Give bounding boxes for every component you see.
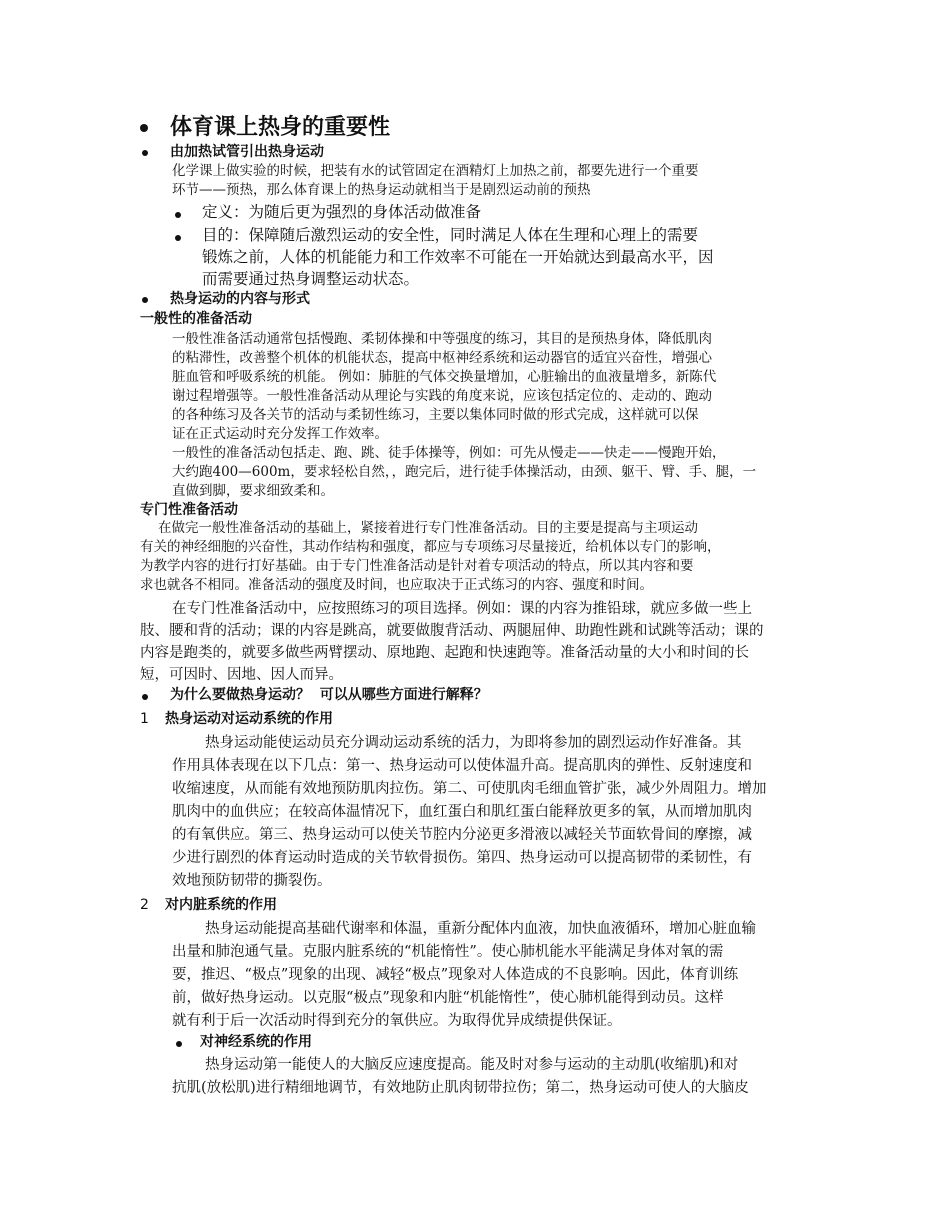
bullet-icon <box>142 150 148 156</box>
paragraph-line: 脏血管和呼吸系统的机能。 例如：肺脏的气体交换量增加，心脏输出的血液量增多，新陈代 <box>172 369 717 385</box>
bullet-icon <box>142 694 148 700</box>
paragraph-line: 谢过程增强等。一般性准备活动从理论与实践的角度来说，应该包括定位的、走动的、跑动 <box>172 388 712 404</box>
paragraph-line: 出量和肺泡通气量。克服内脏系统的“机能惰性”。使心肺机能水平能满足身体对氧的需 <box>172 944 724 960</box>
item-number: 2 <box>140 897 149 913</box>
paragraph-line: 热身运动能提高基础代谢率和体温，重新分配体内血液，加快血液循环，增加心脏血输 <box>205 921 756 937</box>
paragraph-line: 少进行剧烈的体育运动时造成的关节软骨损伤。第四、热身运动可以提高韧带的柔韧性，有 <box>172 850 752 866</box>
bullet-icon <box>175 235 181 241</box>
item-number: 1 <box>140 711 149 727</box>
section-heading: 为什么要做热身运动？ 可以从哪些方面进行解释？ <box>170 687 488 703</box>
paragraph-line: 在做完一般性准备活动的基础上，紧接着进行专门性准备活动。目的主要是提高与主项运动 <box>158 520 698 536</box>
paragraph-line: 内容是跑类的，就要多做些两臂摆动、原地跑、起跑和快速跑等。准备活动量的大小和时间的长 <box>140 645 749 661</box>
item-heading: 对神经系统的作用 <box>200 1034 312 1050</box>
paragraph-line: 效地预防韧带的撕裂伤。 <box>172 873 332 889</box>
paragraph-line: 的有氧供应。第三、热身运动可以使关节腔内分泌更多滑液以减轻关节面软骨间的摩擦，减 <box>172 827 752 843</box>
bullet-icon <box>176 1041 182 1047</box>
paragraph-line: 短，可因时、因地、因人而异。 <box>140 667 343 683</box>
paragraph-line: 热身运动第一能使人的大脑反应速度提高。能及时对参与运动的主动肌(收缩肌)和对 <box>205 1057 739 1073</box>
paragraph-line: 为教学内容的进行打好基础。由于专门性准备活动是针对着专项活动的特点，所以其内容和要 <box>140 558 694 574</box>
paragraph-line: 肌肉中的血供应；在较高体温情况下，血红蛋白和肌红蛋白能释放更多的氧，从而增加肌肉 <box>172 804 752 820</box>
paragraph-line: 要，推迟、“极点”现象的出现、减轻“极点”现象对人体造成的不良影响。因此，体育训练 <box>172 967 739 983</box>
bullet-icon <box>175 212 181 218</box>
paragraph-line: 抗肌(放松肌)进行精细地调节，有效地防止肌肉韧带拉伤；第二，热身运动可使人的大脑皮 <box>172 1080 749 1096</box>
purpose-line: 而需要通过热身调整运动状态。 <box>202 270 420 288</box>
item-heading: 热身运动对运动系统的作用 <box>165 711 333 727</box>
paragraph-line: 一般性的准备活动包括走、跑、跳、徒手体操等，例如：可先从慢走——快走——慢跑开始， <box>172 445 726 461</box>
paragraph-line: 的各种练习及各关节的活动与柔韧性练习，主要以集体同时做的形式完成，这样就可以保 <box>172 407 699 423</box>
doc-title: 体育课上热身的重要性 <box>170 115 391 140</box>
paragraph-line: 收缩速度，从而能有效地预防肌肉拉伤。第二、可使肌肉毛细血管扩张，减少外周阻力。增加 <box>172 781 767 797</box>
subsection-heading: 专门性准备活动 <box>140 502 238 518</box>
purpose-line: 目的：保障随后激烈运动的安全性，同时满足人体在生理和心理上的需要 <box>202 226 699 244</box>
paragraph-line: 就有利于后一次活动时得到充分的氧供应。为取得优异成绩提供保证。 <box>172 1013 622 1029</box>
paragraph-line: 热身运动能使运动员充分调动运动系统的活力，为即将参加的剧烈运动作好准备。其 <box>205 735 742 751</box>
purpose-line: 锻炼之前，人体的机能能力和工作效率不可能在一开始就达到最高水平，因 <box>202 248 714 266</box>
paragraph-line: 的粘滞性，改善整个机体的机能状态，提高中枢神经系统和运动器官的适宜兴奋性，增强心 <box>172 350 712 366</box>
paragraph-line: 环节——预热，那么体育课上的热身运动就相当于是剧烈运动前的预热 <box>172 182 591 198</box>
bullet-icon <box>140 124 148 132</box>
paragraph-line: 直做到脚，要求细致柔和。 <box>172 483 334 499</box>
subsection-heading: 一般性的准备活动 <box>140 311 252 327</box>
paragraph-line: 肢、腰和背的活动；课的内容是跳高，就要做腹背活动、两腿屈伸、助跑性跳和试跳等活动；课的 <box>140 623 764 639</box>
paragraph-line: 化学课上做实验的时候，把装有水的试管固定在酒精灯上加热之前，都要先进行一个重要 <box>172 163 699 179</box>
paragraph-line: 作用具体表现在以下几点：第一、热身运动可以使体温升高。提高肌肉的弹性、反射速度和 <box>172 758 752 774</box>
section-heading: 热身运动的内容与形式 <box>170 291 310 307</box>
paragraph-line: 证在正式运动时充分发挥工作效率。 <box>172 426 388 442</box>
paragraph-line: 在专门性准备活动中，应按照练习的项目选择。例如：课的内容为推铅球，就应多做一些上 <box>172 601 752 617</box>
paragraph-line: 求也就各不相同。准备活动的强度及时间，也应取决于正式练习的内容、强度和时间。 <box>140 577 653 593</box>
paragraph-line: 一般性准备活动通常包括慢跑、柔韧体操和中等强度的练习，其目的是预热身体，降低肌肉 <box>172 331 712 347</box>
paragraph-line: 有关的神经细胞的兴奋性，其动作结构和强度，都应与专项练习尽量接近，给机体以专门的影响， <box>140 539 721 555</box>
bullet-icon <box>142 297 148 303</box>
paragraph-line: 前，做好热身运动。以克服“极点”现象和内脏“机能惰性”，使心肺机能得到动员。这样 <box>172 990 724 1006</box>
item-heading: 对内脏系统的作用 <box>165 897 277 913</box>
section-heading: 由加热试管引出热身运动 <box>170 144 324 160</box>
paragraph-line: 大约跑400—600m，要求轻松自然，，跑完后，进行徒手体操活动，由颈、躯干、臂、手、腿，一 <box>172 464 757 480</box>
definition-line: 定义：为随后更为强烈的身体活动做准备 <box>202 203 482 221</box>
